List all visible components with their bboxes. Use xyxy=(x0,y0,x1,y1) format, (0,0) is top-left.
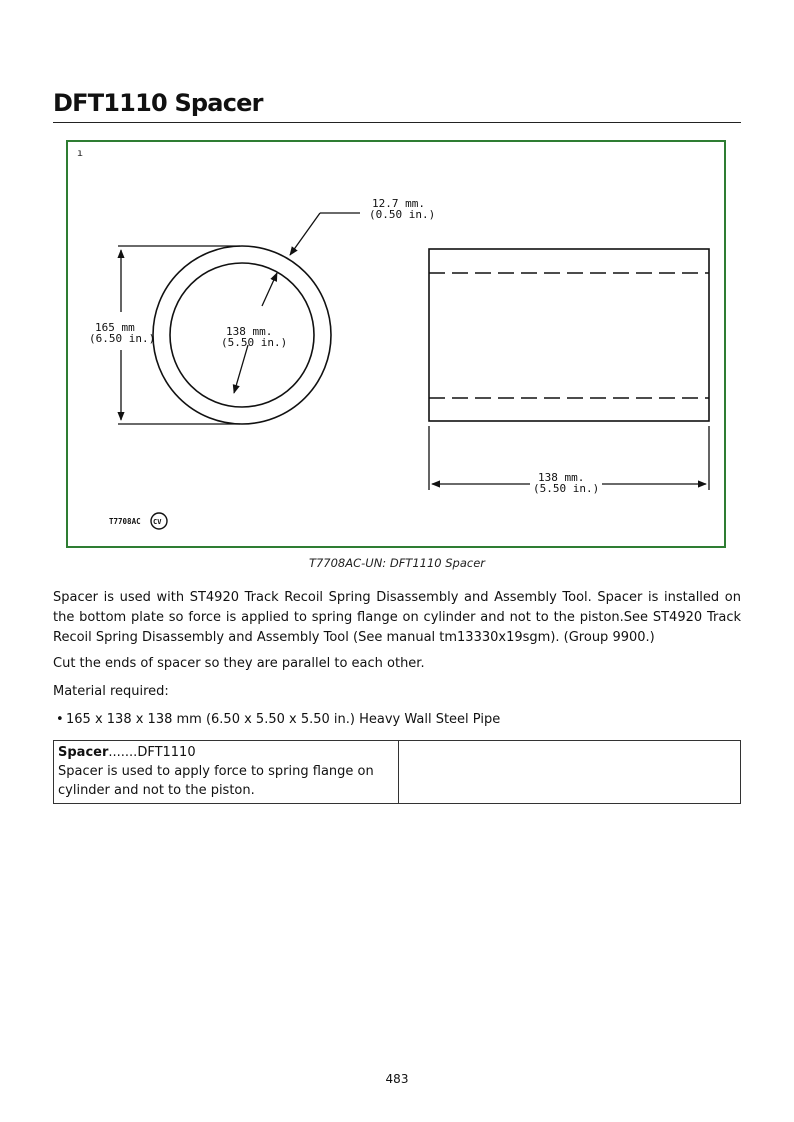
spacer-drawing xyxy=(68,142,724,546)
material-list xyxy=(53,710,741,730)
ref-badge: CV xyxy=(153,518,162,526)
label-id-in: (5.50 in.) xyxy=(221,336,288,349)
paragraph-material-label: Material required: xyxy=(53,684,169,699)
corner-mark: ı xyxy=(77,148,84,159)
label-wall-mm: 12.7 mm. xyxy=(372,197,425,210)
page-title: DFT1110 Spacer xyxy=(53,89,263,117)
tool-part-number: DFT1110 xyxy=(137,745,196,760)
label-od-in: (6.50 in.) xyxy=(89,332,156,345)
page-number: 483 xyxy=(385,1072,409,1086)
label-wall-in: (0.50 in.) xyxy=(369,208,436,221)
label-id-mm: 138 mm. xyxy=(226,325,273,338)
title-rule xyxy=(53,122,741,123)
side-view-rect xyxy=(429,249,709,421)
tool-table xyxy=(53,740,741,804)
label-len-mm: 138 mm. xyxy=(538,471,585,484)
tool-cell xyxy=(54,741,399,804)
tool-dots: ....... xyxy=(108,745,138,760)
tool-name: Spacer xyxy=(58,745,109,760)
label-od-mm: 165 mm xyxy=(95,321,135,334)
figure-caption: T7708AC-UN: DFT1110 Spacer xyxy=(308,556,486,570)
ref-code: T7708AC xyxy=(109,517,141,526)
paragraph-cut-ends: Cut the ends of spacer so they are parallel to each other. xyxy=(53,656,425,671)
label-len-in: (5.50 in.) xyxy=(533,482,600,495)
tool-empty-cell xyxy=(399,741,741,804)
spacer-figure xyxy=(66,140,726,548)
list-item: • 165 x 138 x 138 mm (6.50 x 5.50 x 5.50 in.) Heavy Wall Steel Pipe xyxy=(53,710,741,730)
table-row xyxy=(54,741,741,804)
tool-description: Spacer is used to apply force to spring flange on cylinder and not to the piston. xyxy=(58,764,374,798)
paragraph-usage: Spacer is used with ST4920 Track Recoil Spring Disassembly and Assembly Tool. Spacer is installed on the bottom plate so force is applied to spring flange on cylinder and not to the piston.See ST4920 Track Recoil Spring Disassembly and Assembly Tool (See manual tm13330x19sgm). (Group 9900.) xyxy=(53,590,741,645)
